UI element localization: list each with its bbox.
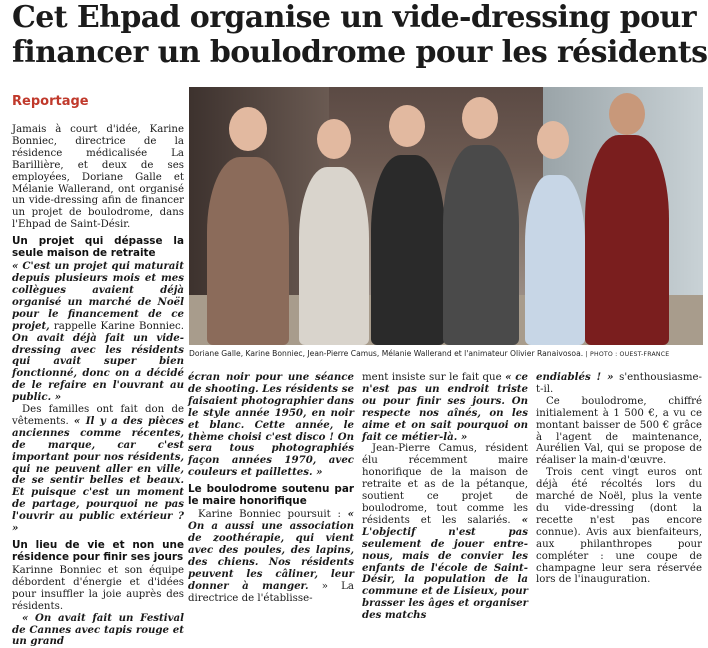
quote: « Il y a des pièces anciennes comme récentes, de marque, car c'est important pour nos résidents, qui ne peuvent aller en ville, de se sentir belles et beaux. Et puisque c'est un moment de partage, pourquoi ne pas l'ouvrir au public extérieur ? » (12, 414, 184, 535)
subhead-1: Un projet qui dépasse la seule maison de retraite (12, 235, 184, 260)
subhead-2: Un lieu de vie et non une résidence pour finir ses jours (12, 539, 184, 563)
person-melanie (525, 175, 585, 345)
paragraph: Karinne Bonniec et son équipe débordent d'énergie et d'idées pour insuffler la joie auprès des résidents. (12, 565, 184, 612)
caption-text: Doriane Galle, Karine Bonniec, Jean-Pierre Camus, Mélanie Wallerand et l'animateur Olivier Ranaivosoa. (189, 349, 584, 358)
lead-paragraph: Jamais à court d'idée, Karine Bonniec, directrice de la résidence médicalisée La Barillière, et deux de ses employées, Doriane Galle et Mélanie Wallerand, ont organisé un vide-dressing afin de financer un projet de boulodrome, dans l'Ehpad de Saint-Désir. (12, 124, 184, 231)
paragraph (12, 613, 184, 648)
person-doriane (207, 157, 289, 345)
photo-credit: | PHOTO : OUEST-FRANCE (585, 351, 670, 358)
text: Jean-Pierre Camus, résident élu récemment maire honorifique de la maison de retraite et as de la pétanque, soutient ce projet de boulodrome, tout comme les résidents et les salariés. (362, 443, 528, 526)
column-3 (362, 372, 528, 622)
paragraph (12, 261, 184, 404)
text: Karine Bonniec poursuit : (198, 509, 341, 521)
paragraph (188, 372, 354, 479)
paragraph: Ce boulodrome, chiffré initialement à 1 500 €, a vu ce montant baisser de 500 € grâce à l'agent de maintenance, Aurélien Val, qui se propose de réaliser la main-d'œuvre. (536, 395, 702, 467)
headline (12, 0, 708, 70)
attribution: rappelle Karine Bonniec. (53, 320, 184, 332)
quote: « ce n'est pas un endroit triste ou pour finir ses jours. On respecte nos aînés, on les aime et on sait pourquoi on fait ce métier-là. » (362, 371, 528, 443)
person-jean-pierre (443, 145, 519, 345)
paragraph (362, 443, 528, 622)
person-head (609, 93, 645, 135)
subhead-3: Le boulodrome soutenu par le maire honorifique (188, 483, 354, 508)
person-head (389, 105, 425, 147)
quote: endiablés ! » (536, 371, 614, 383)
paragraph (536, 372, 702, 396)
person-olivier (585, 135, 669, 345)
column-2 (188, 372, 354, 604)
person-head (537, 121, 569, 159)
person-head (462, 97, 498, 139)
paragraph (362, 372, 528, 443)
paragraph: Trois cent vingt euros ont déjà été récoltés lors du marché de Noël, plus la vente du vide-dressing (dont la recette n'est pas encore connue). Avis aux bienfaiteurs, aux philanthropes pour compléter : une coupe de champagne leur sera réservée lors de l'inauguration. (536, 467, 702, 586)
rubric-label: Reportage (12, 94, 89, 109)
column-1 (12, 124, 184, 648)
article-photo (189, 87, 703, 345)
quote: « On a aussi une association de zoothérapie, qui vient avec des poules, des lapins, des chiens. Nos résidents peuvent les câliner, leur donner à manger. (188, 508, 355, 592)
quote: On avait déjà fait un vide-dressing avec les résidents qui avait super bien fonctionné, donc on a décidé de le refaire en l'ouvrant au public. » (12, 331, 184, 404)
text: » La directrice de l'établisse- (188, 580, 354, 604)
paragraph (188, 509, 354, 604)
person-karine (299, 167, 369, 345)
headline-line-1: Cet Ehpad organise un vide-dressing pour (12, 0, 696, 35)
quote: « L'objectif n'est pas seulement de jouer entre-nous, mais de convier les enfants de l'école de Saint-Désir, la population de la commune et de Lisieux, pour brasser les âges et organiser des matchs (362, 513, 528, 622)
text: s'enthousiasme-t-il. (536, 372, 702, 395)
quote: écran noir pour une séance de shooting. Les résidents se faisaient photographier dans le style année 1950, en noir et blanc. Cette année, le thème choisi c'est disco ! On sera tous photographiés façon années 1970, avec couleurs et paillettes. » (188, 371, 354, 479)
paragraph (12, 404, 184, 535)
quote: « C'est un projet qui maturait depuis plusieurs mois et mes collègues avaient déjà organisé un marché de Noël pour le financement de ce projet, (12, 260, 184, 332)
photo-caption (189, 349, 703, 358)
column-4 (536, 372, 702, 586)
headline-line-2: financer un boulodrome pour les résidents (12, 35, 708, 70)
text: ment insiste sur le fait que (362, 372, 502, 383)
person-head (229, 107, 267, 151)
text: Des familles ont fait don de vêtements. (12, 404, 184, 427)
person-woman-black (371, 155, 445, 345)
quote: « On avait fait un Festival de Cannes avec tapis rouge et un grand (12, 611, 184, 648)
person-head (317, 119, 351, 159)
